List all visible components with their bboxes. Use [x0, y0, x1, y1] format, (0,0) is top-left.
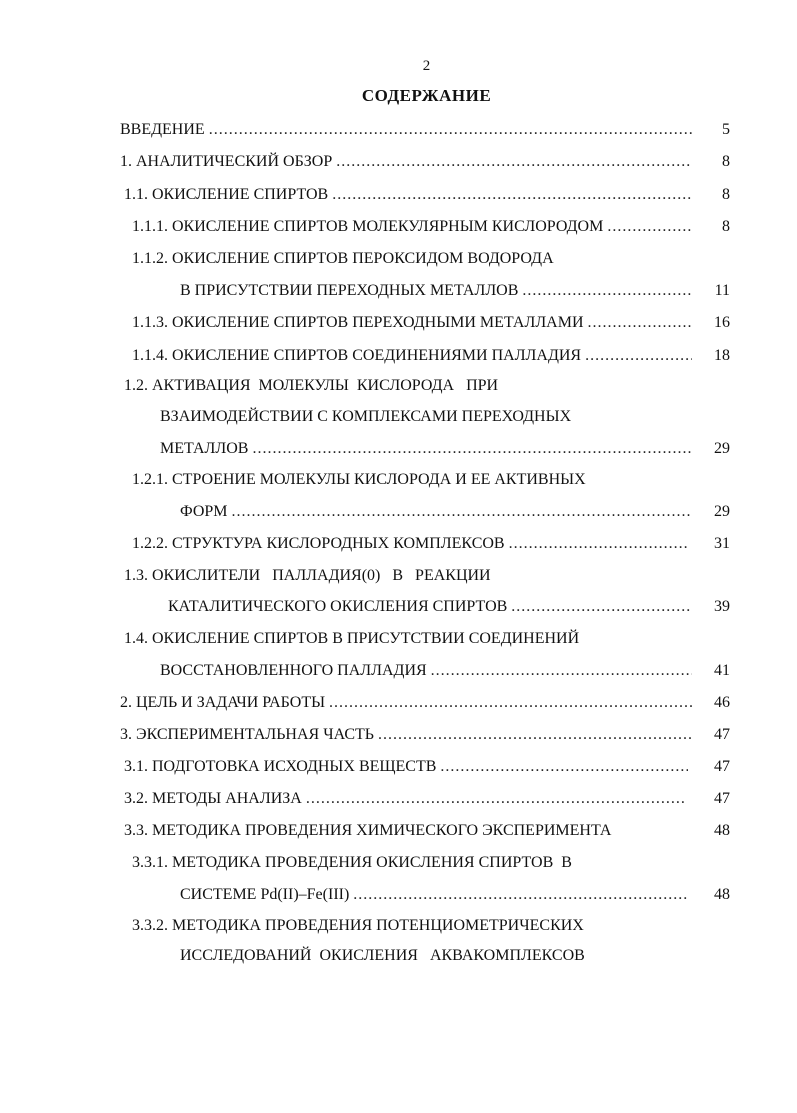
toc-entry-1-1-4[interactable] — [132, 346, 692, 366]
toc-entry-1-2[interactable] — [160, 439, 692, 459]
leader-dots — [306, 789, 684, 809]
toc-page-number: 46 — [714, 694, 730, 711]
toc-page-number: 8 — [722, 218, 730, 235]
toc-entry-3-3-2-line1[interactable]: 3.3.2. МЕТОДИКА ПРОВЕДЕНИЯ ПОТЕНЦИОМЕТРИЧЕСКИХ — [132, 917, 584, 934]
toc-label: 3.2. МЕТОДЫ АНАЛИЗА — [124, 790, 302, 807]
leader-dots — [209, 120, 692, 140]
toc-entry-3-3[interactable]: 3.3. МЕТОДИКА ПРОВЕДЕНИЯ ХИМИЧЕСКОГО ЭКСПЕРИМЕНТА — [124, 822, 612, 839]
toc-page-number: 29 — [714, 440, 730, 457]
toc-page-number: 47 — [714, 790, 730, 807]
toc-label: СИСТЕМЕ Pd(II)–Fe(III) — [180, 886, 350, 903]
toc-label: 2. ЦЕЛЬ И ЗАДАЧИ РАБОТЫ — [120, 694, 326, 711]
leader-dots — [329, 693, 692, 713]
toc-page-number: 48 — [714, 822, 730, 839]
toc-entry-3-1[interactable] — [124, 757, 688, 777]
toc-page-number: 8 — [722, 153, 730, 170]
toc-entry-1-1[interactable] — [124, 185, 692, 205]
toc-entry-1-2-1[interactable] — [180, 502, 692, 522]
toc-entry-1-4-line1[interactable]: 1.4. ОКИСЛЕНИЕ СПИРТОВ В ПРИСУТСТВИИ СОЕДИНЕНИЙ — [124, 630, 580, 647]
toc-label: 1.2.2. СТРУКТУРА КИСЛОРОДНЫХ КОМПЛЕКСОВ — [132, 535, 505, 552]
toc-entry-1-2-1-line1[interactable]: 1.2.1. СТРОЕНИЕ МОЛЕКУЛЫ КИСЛОРОДА И ЕЕ АКТИВНЫХ — [132, 471, 586, 488]
toc-label: 3.1. ПОДГОТОВКА ИСХОДНЫХ ВЕЩЕСТВ — [124, 758, 437, 775]
toc-page-number: 47 — [714, 726, 730, 743]
toc-entry-3-3-1[interactable] — [180, 885, 688, 905]
leader-dots — [336, 152, 692, 172]
toc-page-number: 39 — [714, 598, 730, 615]
leader-dots — [522, 281, 692, 301]
toc-entry-1[interactable] — [120, 152, 692, 172]
toc-page-number: 29 — [714, 503, 730, 520]
toc-entry-1-1-2-line1[interactable]: 1.1.2. ОКИСЛЕНИЕ СПИРТОВ ПЕРОКСИДОМ ВОДОРОДА — [132, 250, 554, 267]
toc-label: В ПРИСУТСТВИИ ПЕРЕХОДНЫХ МЕТАЛЛОВ — [180, 282, 519, 299]
page-title: СОДЕРЖАНИЕ — [361, 86, 492, 105]
leader-dots — [431, 661, 692, 681]
toc-page-number: 11 — [714, 282, 730, 299]
toc-entry-1-1-2[interactable] — [180, 281, 692, 301]
toc-label: 1.1.1. ОКИСЛЕНИЕ СПИРТОВ МОЛЕКУЛЯРНЫМ КИСЛОРОДОМ — [132, 218, 604, 235]
toc-label: 1.1.3. ОКИСЛЕНИЕ СПИРТОВ ПЕРЕХОДНЫМИ МЕТАЛЛАМИ — [132, 314, 584, 331]
toc-label: 1. АНАЛИТИЧЕСКИЙ ОБЗОР — [120, 153, 333, 170]
toc-page-number: 16 — [714, 314, 730, 331]
toc-page-number: 8 — [722, 186, 730, 203]
toc-entry-1-3-line1[interactable]: 1.3. ОКИСЛИТЕЛИ ПАЛЛАДИЯ(0) В РЕАКЦИИ — [124, 567, 491, 584]
toc-entry-2[interactable] — [120, 693, 692, 713]
leader-dots — [378, 725, 692, 745]
leader-dots — [588, 313, 693, 333]
toc-label: 3. ЭКСПЕРИМЕНТАЛЬНАЯ ЧАСТЬ — [120, 726, 374, 743]
toc-entry-1-1-1[interactable] — [132, 217, 692, 237]
leader-dots — [332, 185, 692, 205]
leader-dots — [232, 502, 692, 522]
page-number: 2 — [422, 58, 431, 74]
toc-label: ВОССТАНОВЛЕННОГО ПАЛЛАДИЯ — [160, 662, 427, 679]
toc-label: 1.1. ОКИСЛЕНИЕ СПИРТОВ — [124, 186, 329, 203]
toc-page-number: 47 — [714, 758, 730, 775]
toc-entry-3[interactable] — [120, 725, 692, 745]
toc-label: ВВЕДЕНИЕ — [120, 121, 205, 138]
toc-entry-1-2-line2[interactable]: ВЗАИМОДЕЙСТВИИ С КОМПЛЕКСАМИ ПЕРЕХОДНЫХ — [160, 408, 572, 425]
toc-page-number: 5 — [722, 121, 730, 138]
toc-page-number: 31 — [714, 535, 730, 552]
toc-label: ФОРМ — [180, 503, 228, 520]
leader-dots — [509, 534, 688, 554]
toc-entry-1-2-line1[interactable]: 1.2. АКТИВАЦИЯ МОЛЕКУЛЫ КИСЛОРОДА ПРИ — [124, 377, 499, 394]
leader-dots — [353, 885, 688, 905]
toc-page-number: 18 — [714, 347, 730, 364]
toc-entry-3-2[interactable] — [124, 789, 684, 809]
toc-entry-3-3-1-line1[interactable]: 3.3.1. МЕТОДИКА ПРОВЕДЕНИЯ ОКИСЛЕНИЯ СПИРТОВ В — [132, 854, 572, 871]
toc-label: КАТАЛИТИЧЕСКОГО ОКИСЛЕНИЯ СПИРТОВ — [168, 598, 508, 615]
toc-entry-1-1-3[interactable] — [132, 313, 692, 333]
toc-label: 1.1.4. ОКИСЛЕНИЕ СПИРТОВ СОЕДИНЕНИЯМИ ПАЛЛАДИЯ — [132, 347, 582, 364]
toc-entry-1-3[interactable] — [168, 597, 692, 617]
toc-entry-1-2-2[interactable] — [132, 534, 688, 554]
toc-entry-1-4[interactable] — [160, 661, 692, 681]
leader-dots — [440, 757, 688, 777]
toc-label: МЕТАЛЛОВ — [160, 440, 249, 457]
toc-page-number: 48 — [714, 886, 730, 903]
leader-dots — [607, 217, 692, 237]
leader-dots — [585, 346, 692, 366]
leader-dots — [511, 597, 692, 617]
toc-entry-introduction[interactable] — [120, 120, 692, 140]
leader-dots — [252, 439, 692, 459]
toc-entry-3-3-2-line2[interactable]: ИССЛЕДОВАНИЙ ОКИСЛЕНИЯ АКВАКОМПЛЕКСОВ — [180, 947, 585, 964]
toc-page-number: 41 — [714, 662, 730, 679]
